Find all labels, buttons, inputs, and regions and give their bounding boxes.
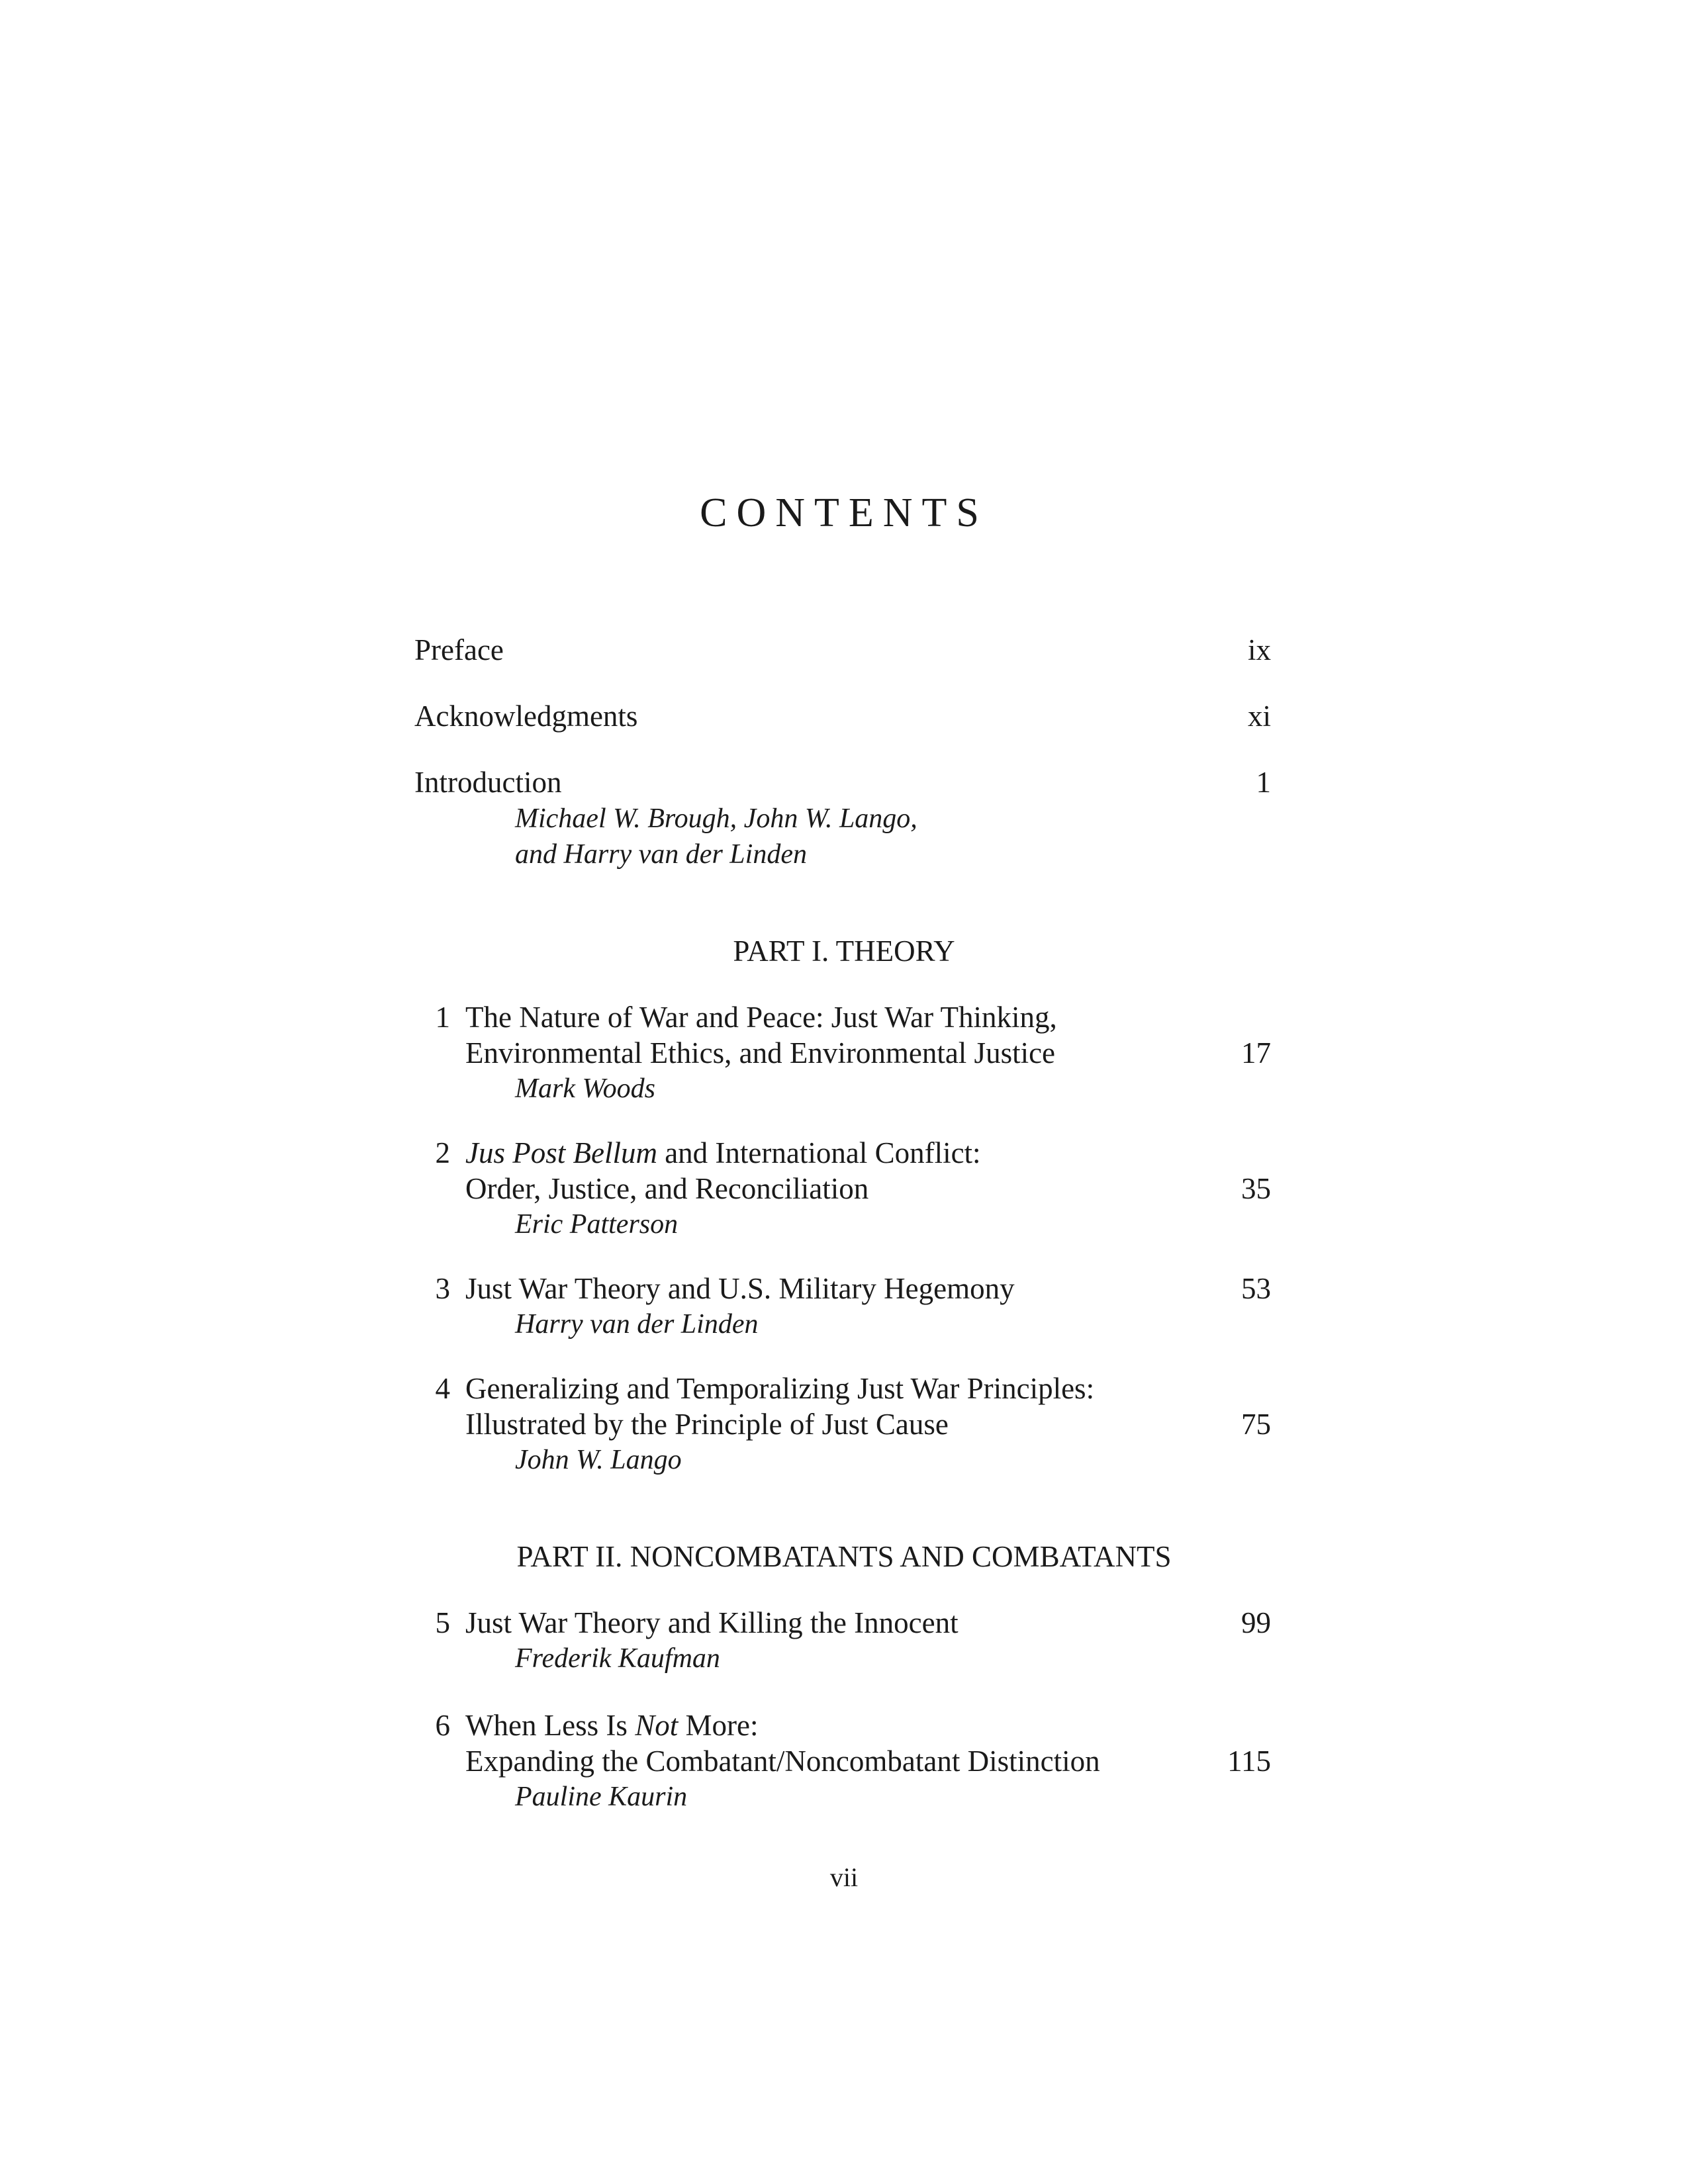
chapter-2-title-line1[interactable] [465,1135,981,1171]
toc-page-acknowledgments: xi [1247,700,1271,733]
chapter-6-title-line1[interactable] [465,1707,758,1743]
chapter-6-title-italic: Not [635,1709,679,1742]
chapter-5-title-line1[interactable]: Just War Theory and Killing the Innocent [465,1606,959,1639]
chapter-2-title-line2[interactable]: Order, Justice, and Reconciliation [465,1172,869,1205]
chapter-6-title-line2[interactable]: Expanding the Combatant/Noncombatant Distinction [465,1745,1100,1778]
chapter-5-page: 99 [1241,1606,1271,1639]
chapter-number: 4 [435,1372,450,1405]
chapter-2-title-italic: Jus Post Bellum [465,1136,657,1169]
toc-entry-acknowledgments[interactable]: Acknowledgments [414,700,638,733]
part-heading-1: PART I. THEORY [733,934,955,968]
toc-introduction-authors-line1: Michael W. Brough, John W. Lango, [515,803,917,834]
chapter-6-title-post: More: [678,1709,759,1742]
toc-introduction-authors-line2: and Harry van der Linden [515,839,807,870]
chapter-3-title-line1[interactable]: Just War Theory and U.S. Military Hegemony [465,1272,1015,1305]
chapter-3-author: Harry van der Linden [515,1309,759,1340]
chapter-5-author: Frederik Kaufman [515,1643,720,1674]
chapter-number: 6 [435,1709,450,1742]
toc-entry-introduction[interactable]: Introduction [414,766,562,799]
chapter-2-page: 35 [1241,1172,1271,1205]
chapter-6-author: Pauline Kaurin [515,1782,688,1812]
chapter-1-author: Mark Woods [515,1073,655,1104]
page-title: CONTENTS [700,490,988,535]
chapter-2-author: Eric Patterson [515,1209,679,1240]
chapter-6-title-pre: When Less Is [465,1709,635,1742]
toc-entry-preface[interactable]: Preface [414,633,504,666]
chapter-4-page: 75 [1241,1408,1271,1441]
toc-page-introduction: 1 [1256,766,1271,799]
chapter-1-title-line2[interactable]: Environmental Ethics, and Environmental Justice [465,1036,1056,1069]
chapter-3-page: 53 [1241,1272,1271,1305]
chapter-4-title-line1[interactable]: Generalizing and Temporalizing Just War Principles: [465,1372,1095,1405]
chapter-1-title-line1[interactable]: The Nature of War and Peace: Just War Thinking, [465,1001,1057,1034]
chapter-number: 1 [435,1001,450,1034]
chapter-2-title-rest: and International Conflict: [657,1136,981,1169]
part-heading-2: PART II. NONCOMBATANTS AND COMBATANTS [516,1540,1172,1573]
chapter-number: 5 [435,1606,450,1639]
chapter-4-title-line2[interactable]: Illustrated by the Principle of Just Cause [465,1408,949,1441]
chapter-4-author: John W. Lango [515,1445,682,1475]
chapter-1-page: 17 [1241,1036,1271,1069]
chapter-number: 3 [435,1272,450,1305]
toc-page-preface: ix [1247,633,1271,666]
footer-page-number: vii [829,1862,859,1892]
chapter-6-page: 115 [1227,1745,1271,1778]
chapter-number: 2 [435,1136,450,1169]
